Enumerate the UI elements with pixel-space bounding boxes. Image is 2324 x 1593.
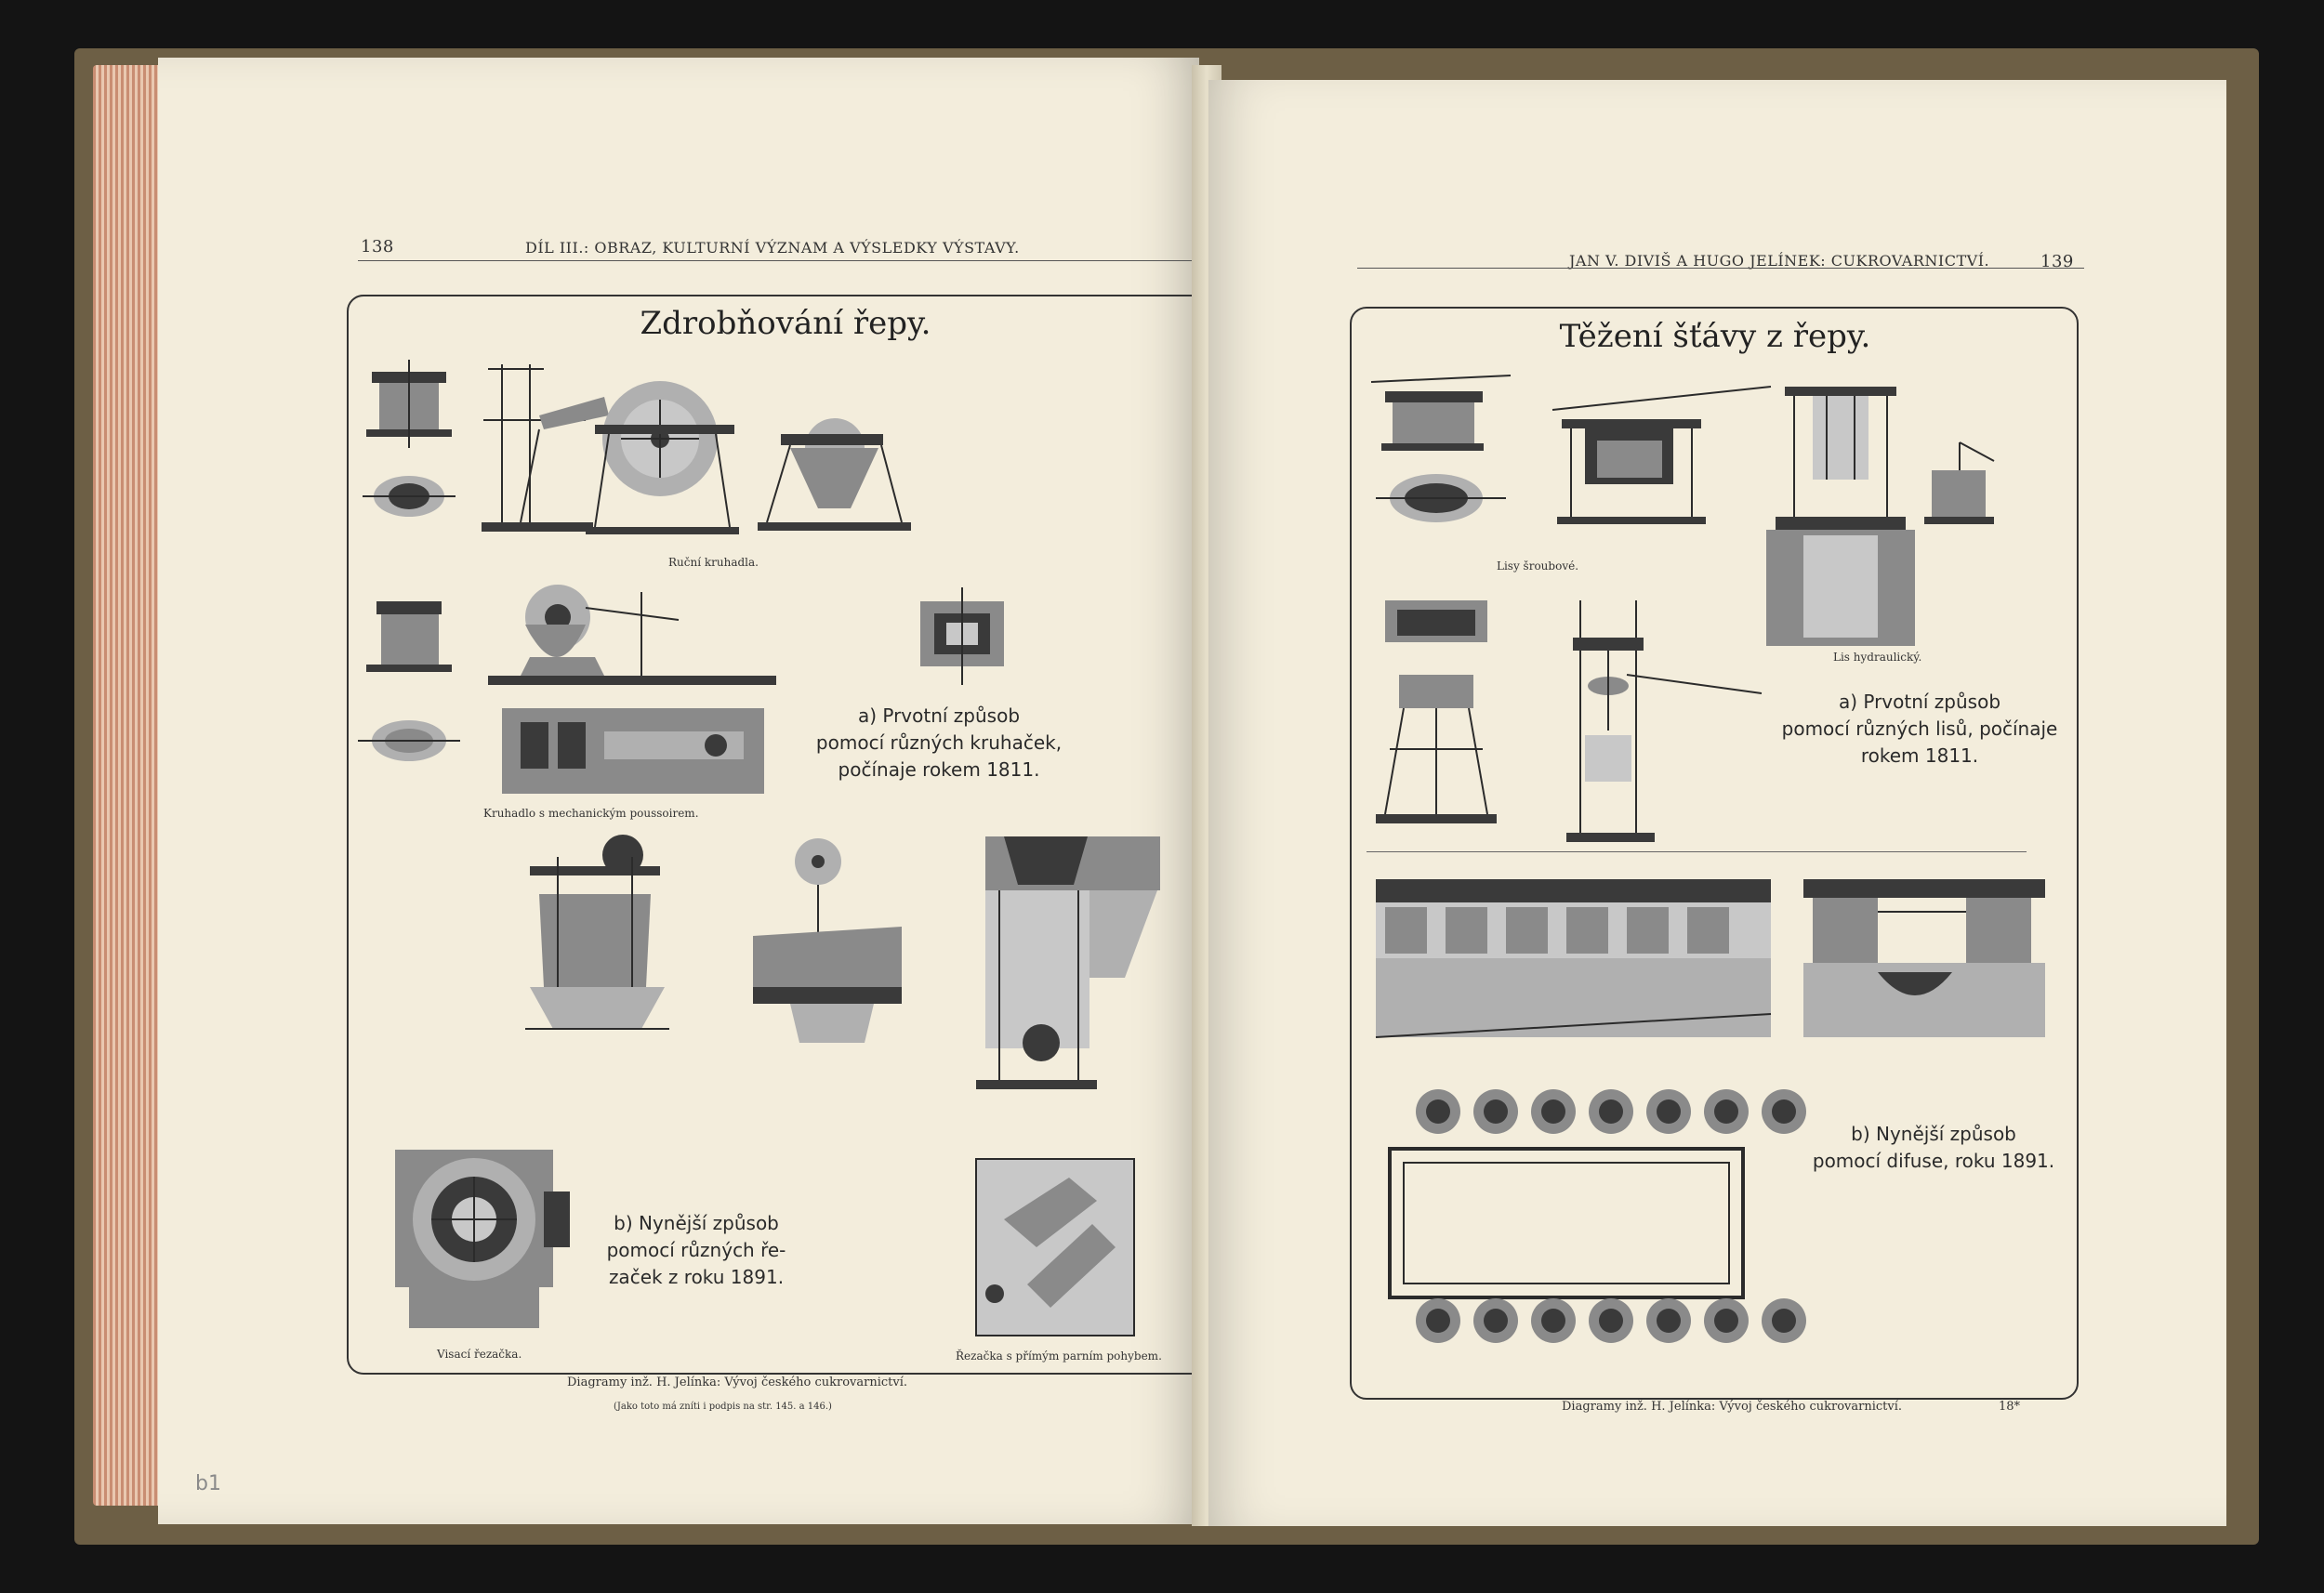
left-page	[158, 58, 1199, 1524]
right-plate-title: Těžení šťávy z řepy.	[1559, 318, 1871, 355]
right-page-number: 139	[2040, 252, 2074, 271]
grater-housing-plan-icon	[920, 587, 1004, 685]
grater-drum-icon	[363, 360, 456, 517]
steam-cutter-drawing-icon	[976, 1159, 1134, 1336]
left-footer: Diagramy inž. H. Jelínka: Vývoj českého cukrovarnictví.	[567, 1376, 908, 1389]
screw-press-lever-icon	[1552, 387, 1771, 524]
left-note-b: b) Nynější způsob pomocí různých ře- začek z roku 1891.	[606, 1212, 786, 1288]
left-running-head: DÍL III.: OBRAZ, KULTURNÍ VÝZNAM A VÝSLEDKY VÝSTAVY.	[525, 239, 1020, 257]
caption-hydraulic-press: Lis hydraulický.	[1833, 651, 1922, 664]
cutter-machine-2-icon	[753, 838, 902, 1043]
cutter-machine-3-icon	[976, 836, 1160, 1089]
screw-press-tall-icon	[1566, 600, 1762, 842]
diffusion-battery-elevation-icon	[1376, 879, 1771, 1037]
screw-press-frame-icon	[1376, 600, 1497, 823]
right-running-head: JAN V. DIVIŠ A HUGO JELÍNEK: CUKROVARNICTVÍ.	[1569, 252, 1990, 270]
right-note-a: a) Prvotní způsob pomocí různých lisů, počínaje rokem 1811.	[1781, 691, 2058, 767]
right-page	[1208, 80, 2226, 1526]
caption-hanging-cutter: Visací řezačka.	[437, 1348, 522, 1361]
hydraulic-press-drawing-icon	[1766, 387, 1994, 646]
left-note-a: a) Prvotní způsob pomocí různých kruhaček, počínaje rokem 1811.	[815, 704, 1063, 781]
left-plate-title: Zdrobňování řepy.	[640, 305, 931, 342]
grater-tub-icon	[358, 601, 460, 761]
screw-press-tub-icon	[1371, 375, 1511, 522]
right-divider-rule	[1367, 851, 2027, 852]
caption-screw-presses: Lisy šroubové.	[1497, 560, 1579, 573]
pusher-grater-plan-icon	[502, 708, 764, 794]
diffusion-battery-plan-icon	[1390, 1089, 1806, 1343]
hand-grater-frame-icon	[482, 364, 609, 532]
left-page-number: 138	[361, 237, 394, 257]
wheel-grater-icon	[586, 381, 739, 534]
signature-mark: 18*	[1999, 1400, 2021, 1414]
caption-hand-graters: Ruční kruhadla.	[668, 556, 759, 569]
caption-grater-pusher: Kruhadlo s mechanickým poussoirem.	[483, 807, 699, 820]
cutter-machine-1-icon	[525, 835, 669, 1029]
hanging-cutter-drawing-icon	[395, 1150, 570, 1328]
conical-grater-icon	[758, 418, 911, 531]
pencil-mark: b1	[195, 1472, 221, 1495]
caption-steam-cutter: Řezačka s přímým parním pohybem.	[956, 1349, 1162, 1363]
right-note-b: b) Nynější způsob pomocí difuse, roku 1891.	[1812, 1123, 2055, 1172]
pusher-grater-elevation-icon	[488, 585, 776, 685]
left-footer-small: (Jako toto má zníti i podpis na str. 145. a 146.)	[614, 1402, 832, 1412]
left-engravings	[158, 58, 1199, 1524]
right-engravings	[1208, 80, 2226, 1526]
right-footer: Diagramy inž. H. Jelínka: Vývoj českého cukrovarnictví.	[1562, 1400, 1903, 1414]
diffusion-battery-section-icon	[1803, 879, 2045, 1037]
